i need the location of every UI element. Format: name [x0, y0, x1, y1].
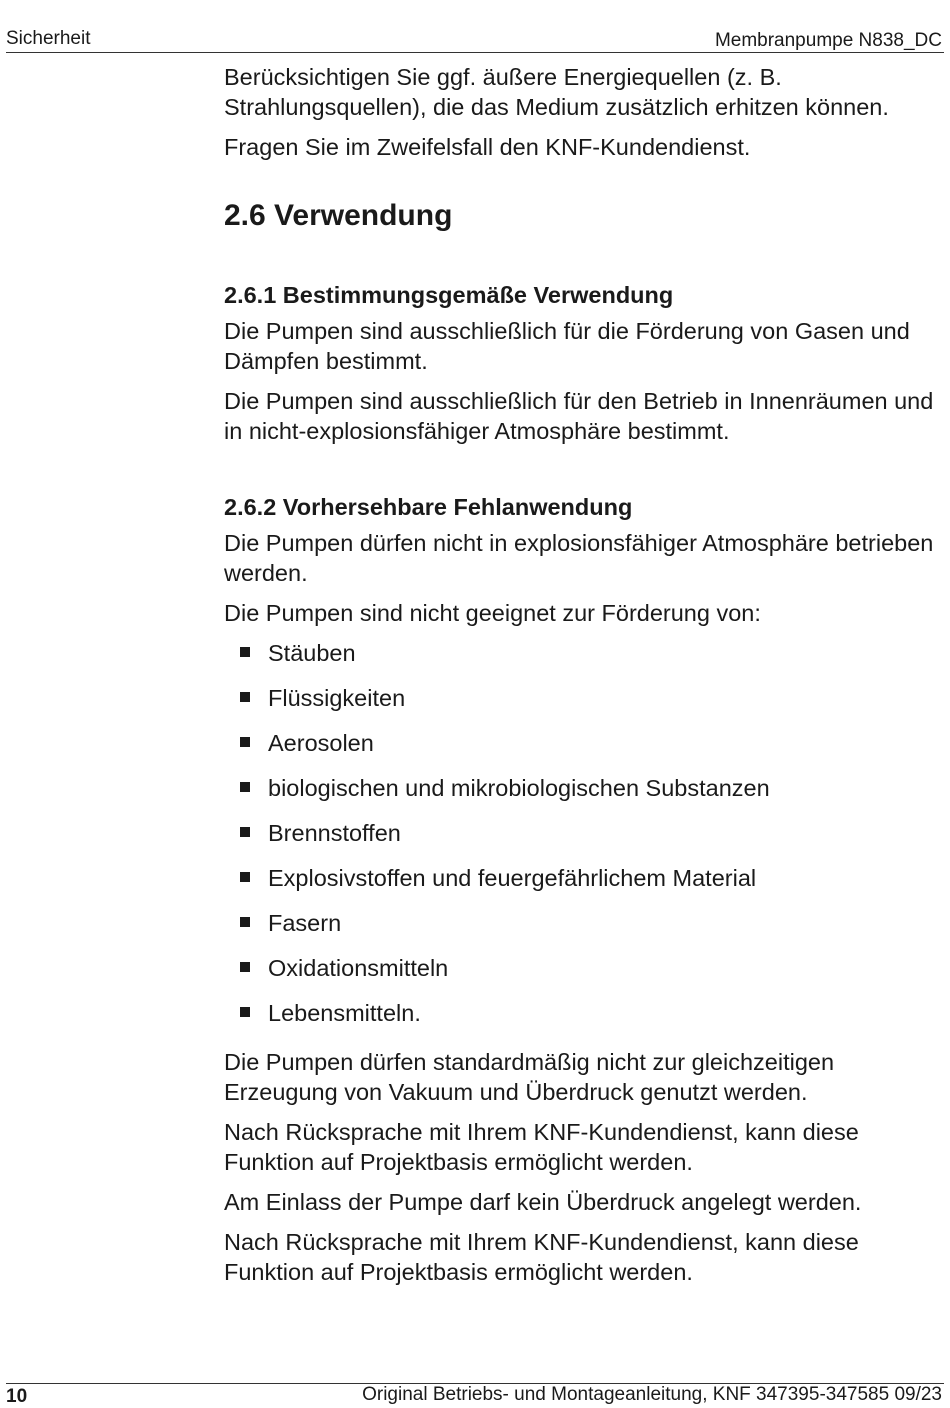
list-item	[224, 728, 936, 773]
section-2-6-1	[224, 280, 936, 446]
list-item	[224, 998, 936, 1043]
section-2-6-2-paragraph-5: Am Einlass der Pumpe darf kein Überdruck angelegt werden.	[224, 1189, 862, 1215]
square-bullet-icon	[240, 737, 250, 747]
list-item-text: Aerosolen	[268, 730, 374, 756]
square-bullet-icon	[240, 917, 250, 927]
list-item-text: Brennstoffen	[268, 820, 401, 846]
page-footer	[6, 1383, 944, 1408]
header-section-title: Sicherheit	[6, 28, 91, 49]
page-content	[224, 62, 936, 1297]
list-item	[224, 818, 936, 863]
section-heading-2-6-2: 2.6.2 Vorhersehbare Fehlanwendung	[224, 494, 633, 520]
section-2-6-2-paragraph-4: Nach Rücksprache mit Ihrem KNF-Kundendienst, kann diese Funktion auf Projektbasis ermöglicht werden.	[224, 1119, 859, 1175]
list-item	[224, 908, 936, 953]
page-header	[6, 28, 944, 53]
square-bullet-icon	[240, 692, 250, 702]
section-2-6-2-paragraph-6: Nach Rücksprache mit Ihrem KNF-Kundendienst, kann diese Funktion auf Projektbasis ermöglicht werden.	[224, 1229, 859, 1285]
intro-paragraph-1: Berücksichtigen Sie ggf. äußere Energiequellen (z. B. Strahlungsquellen), die das Medium zusätzlich erhitzen können.	[224, 64, 889, 120]
list-item	[224, 773, 936, 818]
section-heading-2-6: 2.6 Verwendung	[224, 199, 453, 232]
section-2-6-1-paragraph-2: Die Pumpen sind ausschließlich für den Betrieb in Innenräumen und in nicht-explosionsfähiger Atmosphäre bestimmt.	[224, 388, 934, 444]
section-2-6-2	[224, 492, 936, 1287]
page-number: 10	[6, 1386, 28, 1407]
section-2-6-2-paragraph-1: Die Pumpen dürfen nicht in explosionsfähiger Atmosphäre betrieben werden.	[224, 530, 934, 586]
section-2-6-2-paragraph-3: Die Pumpen dürfen standardmäßig nicht zur gleichzeitigen Erzeugung von Vakuum und Überdruck genutzt werden.	[224, 1049, 835, 1105]
list-item-text: Fasern	[268, 910, 342, 936]
list-item-text: Explosivstoffen und feuergefährlichem Material	[268, 865, 757, 891]
square-bullet-icon	[240, 872, 250, 882]
document-reference: Original Betriebs- und Montageanleitung, KNF 347395-347585 09/23	[362, 1384, 942, 1405]
square-bullet-icon	[240, 962, 250, 972]
list-item-text: Stäuben	[268, 640, 356, 666]
header-product-name: Membranpumpe N838_DC	[714, 30, 942, 51]
square-bullet-icon	[240, 827, 250, 837]
list-item-text: Flüssigkeiten	[268, 685, 406, 711]
unsuitable-media-list	[224, 638, 936, 1043]
square-bullet-icon	[240, 647, 250, 657]
list-item	[224, 863, 936, 908]
list-item	[224, 638, 936, 683]
square-bullet-icon	[240, 782, 250, 792]
list-item	[224, 953, 936, 998]
section-heading-2-6-1: 2.6.1 Bestimmungsgemäße Verwendung	[224, 282, 674, 308]
list-item	[224, 683, 936, 728]
list-item-text: biologischen und mikrobiologischen Substanzen	[268, 775, 770, 801]
square-bullet-icon	[240, 1007, 250, 1017]
intro-paragraph-2: Fragen Sie im Zweifelsfall den KNF-Kundendienst.	[224, 134, 751, 160]
list-item-text: Oxidationsmitteln	[268, 955, 449, 981]
list-item-text: Lebensmitteln.	[268, 1000, 421, 1026]
section-2-6-2-paragraph-2: Die Pumpen sind nicht geeignet zur Förderung von:	[224, 600, 761, 626]
section-2-6-1-paragraph-1: Die Pumpen sind ausschließlich für die Förderung von Gasen und Dämpfen bestimmt.	[224, 318, 910, 374]
